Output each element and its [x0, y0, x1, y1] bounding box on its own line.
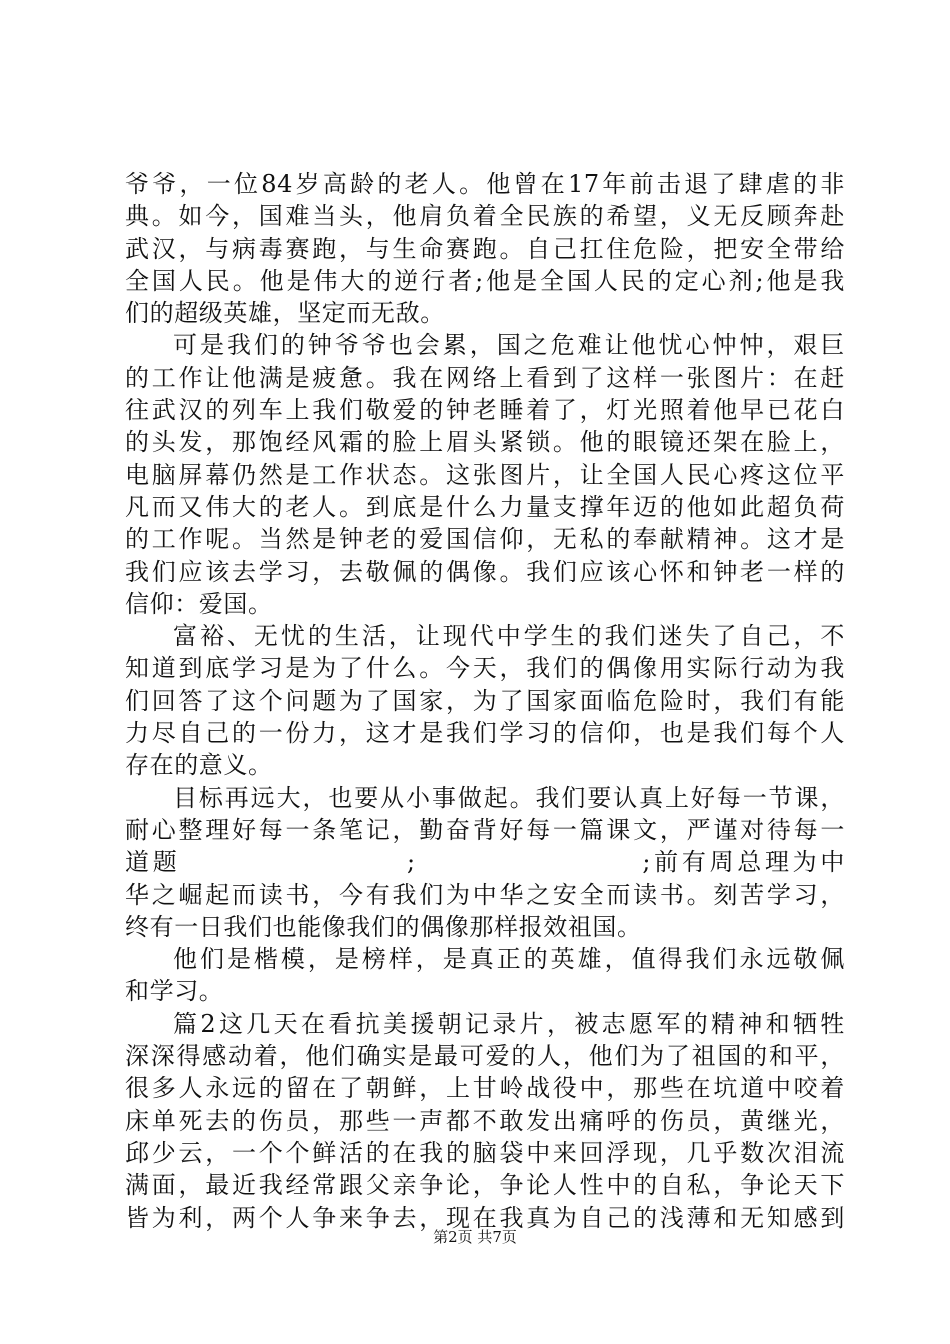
text-line: 武汉，与病毒赛跑，与生命赛跑。自己扛住危险，把安全带给: [125, 234, 845, 263]
text-line: 我们应该去学习，去敬佩的偶像。我们应该心怀和钟老一样的: [125, 557, 845, 586]
paragraph-first-line: 篇2这几天在看抗美援朝记录片，被志愿军的精神和牺牲: [173, 1009, 845, 1038]
text-line: 耐心整理好每一条笔记，勤奋背好每一篇课文，严谨对待每一: [125, 815, 845, 844]
text-line: 皆为利，两个人争来争去，现在我真为自己的浅薄和无知感到: [125, 1203, 845, 1232]
text-line: 的工作呢。当然是钟老的爱国信仰，无私的奉献精神。这才是: [125, 525, 845, 554]
text-line: 信仰：爱国。: [125, 589, 273, 618]
text-line: 终有一日我们也能像我们的偶像那样报效祖国。: [125, 912, 642, 941]
text-line: 们的超级英雄，坚定而无敌。: [125, 299, 445, 328]
paragraph-first-line: 他们是楷模，是榜样，是真正的英雄，值得我们永远敬佩: [173, 945, 845, 974]
text-line: 的工作让他满是疲惫。我在网络上看到了这样一张图片：在赶: [125, 363, 845, 392]
text-line: 存在的意义。: [125, 751, 273, 780]
text-line: 床单死去的伤员，那些一声都不敢发出痛呼的伤员，黄继光，: [125, 1106, 845, 1135]
text-line: 满面，最近我经常跟父亲争论，争论人性中的自私，争论天下: [125, 1171, 845, 1200]
text-line: 全国人民。他是伟大的逆行者;他是全国人民的定心剂;他是我: [125, 266, 845, 295]
paragraph-first-line: 可是我们的钟爷爷也会累，国之危难让他忧心忡忡，艰巨: [173, 331, 845, 360]
text-line: 往武汉的列车上我们敬爱的钟老睡着了，灯光照着他早已花白: [125, 396, 845, 425]
paragraph-first-line: 富裕、无忧的生活，让现代中学生的我们迷失了自己，不: [173, 622, 845, 651]
text-line: 力尽自己的一份力，这才是我们学习的信仰，也是我们每个人: [125, 719, 845, 748]
text-line: 凡而又伟大的老人。到底是什么力量支撑年迈的他如此超负荷: [125, 492, 845, 521]
text-line: 深深得感动着，他们确实是最可爱的人，他们为了祖国的和平，: [125, 1042, 845, 1071]
paragraph-first-line: 目标再远大，也要从小事做起。我们要认真上好每一节课，: [173, 783, 845, 812]
text-line: 电脑屏幕仍然是工作状态。这张图片，让全国人民心疼这位平: [125, 460, 845, 489]
text-line: 道题 ; ;前有周总理为中: [125, 848, 845, 877]
text-line: 华之崛起而读书，今有我们为中华之安全而读书。刻苦学习，: [125, 880, 845, 909]
text-line: 知道到底学习是为了什么。今天，我们的偶像用实际行动为我: [125, 654, 845, 683]
text-line: 们回答了这个问题为了国家，为了国家面临危险时，我们有能: [125, 686, 845, 715]
text-line: 典。如今，国难当头，他肩负着全民族的希望，义无反顾奔赴: [125, 202, 845, 231]
text-line: 爷爷，一位84岁高龄的老人。他曾在17年前击退了肆虐的非: [125, 170, 845, 198]
text-line: 和学习。: [125, 977, 224, 1006]
text-line: 的头发，那饱经风霜的脸上眉头紧锁。他的眼镜还架在脸上，: [125, 428, 845, 457]
page-number-footer: 第2页 共7页: [433, 1228, 517, 1246]
document-body: [125, 168, 845, 1234]
text-line: 很多人永远的留在了朝鲜，上甘岭战役中，那些在坑道中咬着: [125, 1074, 845, 1103]
text-line: 邱少云，一个个鲜活的在我的脑袋中来回浮现，几乎数次泪流: [125, 1138, 845, 1167]
